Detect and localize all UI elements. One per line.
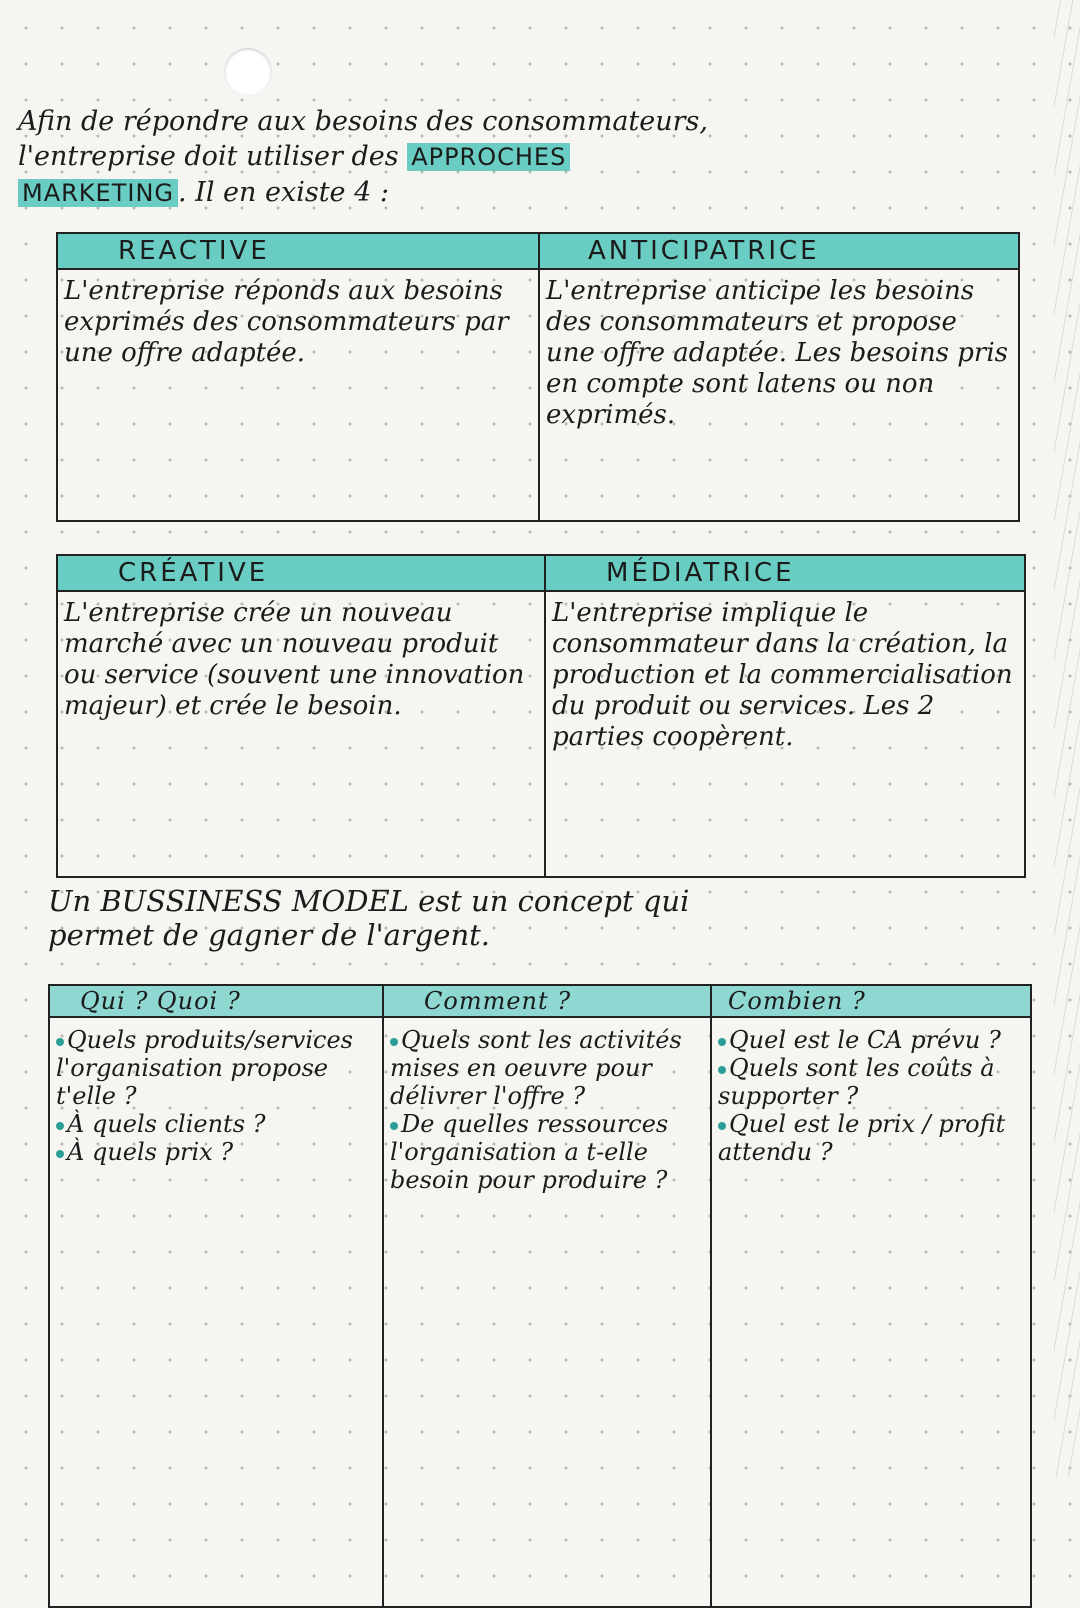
header-mediatrice: MÉDIATRICE <box>545 555 1025 591</box>
business-model-table <box>48 984 1032 1608</box>
list-item: Quels produits/services l'organisation propose t'elle ? <box>56 1026 353 1110</box>
header-comment: Comment ? <box>383 985 711 1017</box>
text-mediatrice: L'entreprise implique le consommateur dans la création, la production et la commercialisation du produit ou services. Les 2 parties coopèrent. <box>545 591 1025 877</box>
list-item: De quelles ressources l'organisation a t-elle besoin pour produire ? <box>390 1110 669 1194</box>
intro-line-3: . Il en existe 4 : <box>178 177 389 208</box>
approaches-table-2 <box>56 554 1026 878</box>
bullet-icon <box>56 1038 64 1046</box>
intro-line-1: Afin de répondre aux besoins des consommateurs, <box>18 106 708 137</box>
bm-line-2: permet de gagner de l'argent. <box>48 918 491 952</box>
header-creative: CRÉATIVE <box>57 555 545 591</box>
business-model-text <box>48 884 1048 952</box>
bullet-icon <box>56 1122 64 1130</box>
bullet-icon <box>390 1122 398 1130</box>
bullet-icon <box>390 1038 398 1046</box>
text-anticipatrice: L'entreprise anticipe les besoins des consommateurs et propose une offre adaptée. Les besoins pris en compte sont latens ou non exprimés. <box>539 269 1019 521</box>
list-item: Quels sont les coûts à supporter ? <box>718 1054 995 1110</box>
bullet-icon <box>718 1122 726 1130</box>
header-combien: Combien ? <box>711 985 1031 1017</box>
page-edge <box>1054 0 1080 1477</box>
col-combien <box>711 1017 1031 1607</box>
text-creative: L'entreprise crée un nouveau marché avec un nouveau produit ou service (souvent une innovation majeur) et crée le besoin. <box>57 591 545 877</box>
intro-text <box>18 104 1048 211</box>
approaches-table-1 <box>56 232 1020 522</box>
col-qui-quoi <box>49 1017 383 1607</box>
bullet-icon <box>56 1150 64 1158</box>
list-item: À quels clients ? <box>56 1110 378 1138</box>
header-qui-quoi: Qui ? Quoi ? <box>49 985 383 1017</box>
list-item: À quels prix ? <box>56 1138 378 1166</box>
bullet-icon <box>718 1038 726 1046</box>
text-reactive: L'entreprise réponds aux besoins exprimés des consommateurs par une offre adaptée. <box>57 269 539 521</box>
highlight-marketing: MARKETING <box>18 179 178 207</box>
list-item: Quel est le prix / profit attendu ? <box>718 1110 1006 1166</box>
intro-line-2: l'entreprise doit utiliser des <box>18 141 408 172</box>
col-comment <box>383 1017 711 1607</box>
list-item: Quels sont les activités mises en oeuvre pour délivrer l'offre ? <box>390 1026 682 1110</box>
highlight-approches: APPROCHES <box>407 143 570 171</box>
list-item: Quel est le CA prévu ? <box>718 1026 1026 1054</box>
header-reactive: REACTIVE <box>57 233 539 269</box>
bullet-icon <box>718 1066 726 1074</box>
bm-line-1: Un BUSSINESS MODEL est un concept qui <box>48 884 690 918</box>
binder-hole <box>224 48 272 96</box>
header-anticipatrice: ANTICIPATRICE <box>539 233 1019 269</box>
